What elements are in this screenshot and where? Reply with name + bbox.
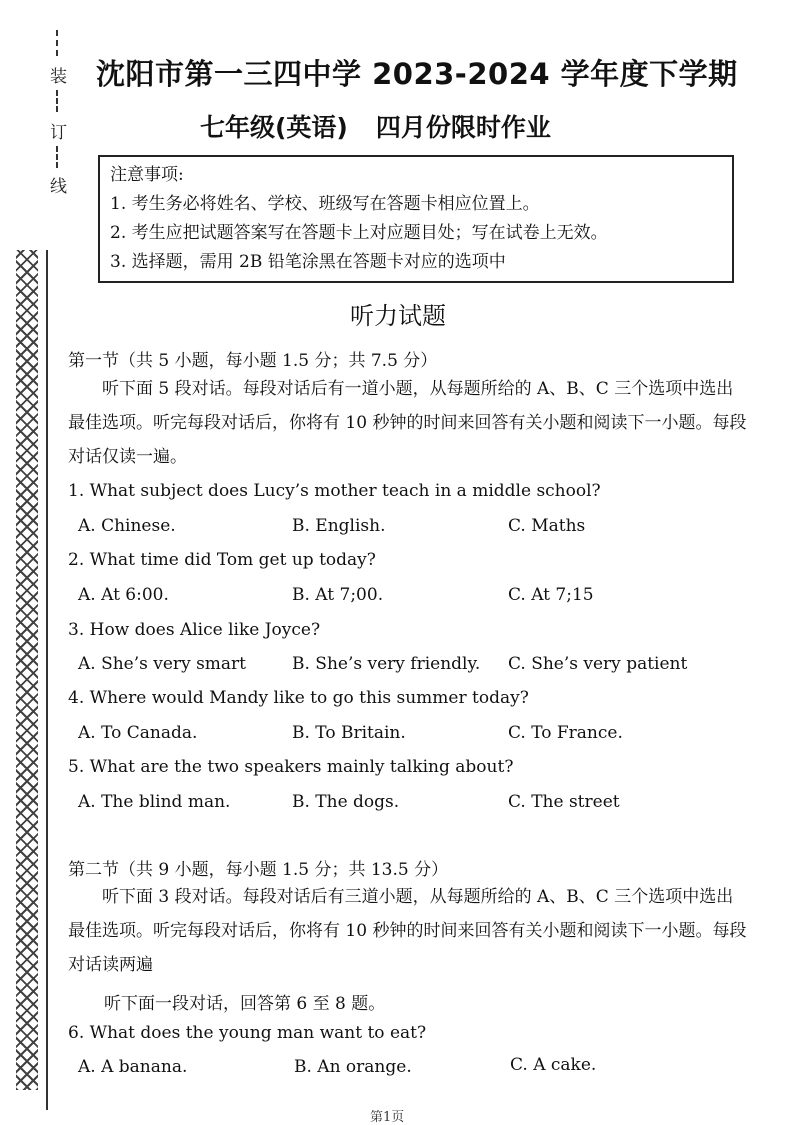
binding-label-ding: 订	[50, 123, 67, 143]
binding-rule	[46, 250, 48, 1110]
notice-item: 3. 选择题，需用 2B 铅笔涂黑在答题卡对应的选项中	[110, 252, 506, 272]
option-6b: B. An orange.	[294, 1057, 412, 1077]
option-5a: A. The blind man.	[78, 792, 231, 812]
option-4b: B. To Britain.	[292, 723, 406, 743]
notice-item: 2. 考生应把试题答案写在答题卡上对应题目处；写在试卷上无效。	[110, 223, 608, 243]
option-6a: A. A banana.	[78, 1057, 188, 1077]
option-4c: C. To France.	[508, 723, 623, 743]
binding-dash	[56, 30, 58, 56]
option-2b: B. At 7;00.	[292, 585, 384, 605]
question-6: 6. What does the young man want to eat?	[68, 1023, 427, 1043]
exam-title: 沈阳市第一三四中学 2023-2024 学年度下学期	[96, 57, 738, 91]
option-5c: C. The street	[508, 792, 620, 812]
option-6c: C. A cake.	[510, 1055, 597, 1075]
subtitle-grade: 七年级(英语)	[200, 113, 348, 142]
binding-label-zhuang: 装	[50, 67, 67, 87]
option-2a: A. At 6:00.	[78, 585, 169, 605]
notice-heading: 注意事项:	[110, 165, 184, 185]
notice-box	[98, 155, 734, 283]
option-1a: A. Chinese.	[78, 516, 176, 536]
exam-subtitle	[200, 108, 620, 144]
option-1b: B. English.	[292, 516, 386, 536]
page-number: 第1页	[370, 1110, 405, 1125]
option-2c: C. At 7;15	[508, 585, 594, 605]
part2-instruction: 听下面 3 段对话。每段对话后有三道小题，从每题所给的 A、B、C 三个选项中选出最佳选项。听完每段对话后，你将有 10 秒钟的时间来回答有关小题和阅读下一小题。每段对话读两遍	[68, 887, 747, 975]
option-3a: A. She’s very smart	[78, 654, 247, 674]
part1-instruction: 听下面 5 段对话。每段对话后有一道小题，从每题所给的 A、B、C 三个选项中选出最佳选项。听完每段对话后，你将有 10 秒钟的时间来回答有关小题和阅读下一小题。每段对话仅读一遍。	[68, 379, 747, 467]
section-heading: 听力试题	[350, 302, 446, 330]
question-1: 1. What subject does Lucy’s mother teach in a middle school?	[68, 481, 601, 501]
binding-label-xian: 线	[50, 177, 67, 197]
binding-dash	[56, 90, 58, 112]
part1-heading: 第一节（共 5 小题，每小题 1.5 分；共 7.5 分）	[68, 351, 438, 371]
option-1c: C. Maths	[508, 516, 586, 536]
subtitle-task: 四月份限时作业	[375, 113, 551, 142]
question-4: 4. Where would Mandy like to go this summer today?	[68, 688, 529, 708]
notice-item: 1. 考生务必将姓名、学校、班级写在答题卡相应位置上。	[110, 194, 540, 214]
option-5b: B. The dogs.	[292, 792, 400, 812]
question-5: 5. What are the two speakers mainly talking about?	[68, 757, 514, 777]
option-3b: B. She’s very friendly.	[292, 654, 481, 674]
option-3c: C. She’s very patient	[508, 654, 688, 674]
question-3: 3. How does Alice like Joyce?	[68, 620, 321, 640]
binding-dash	[56, 146, 58, 168]
question-2: 2. What time did Tom get up today?	[68, 550, 376, 570]
option-4a: A. To Canada.	[78, 723, 198, 743]
part2-sub-instruction: 听下面一段对话，回答第 6 至 8 题。	[104, 994, 386, 1014]
part2-heading: 第二节（共 9 小题，每小题 1.5 分；共 13.5 分）	[68, 860, 449, 880]
binding-pattern	[16, 250, 38, 1090]
